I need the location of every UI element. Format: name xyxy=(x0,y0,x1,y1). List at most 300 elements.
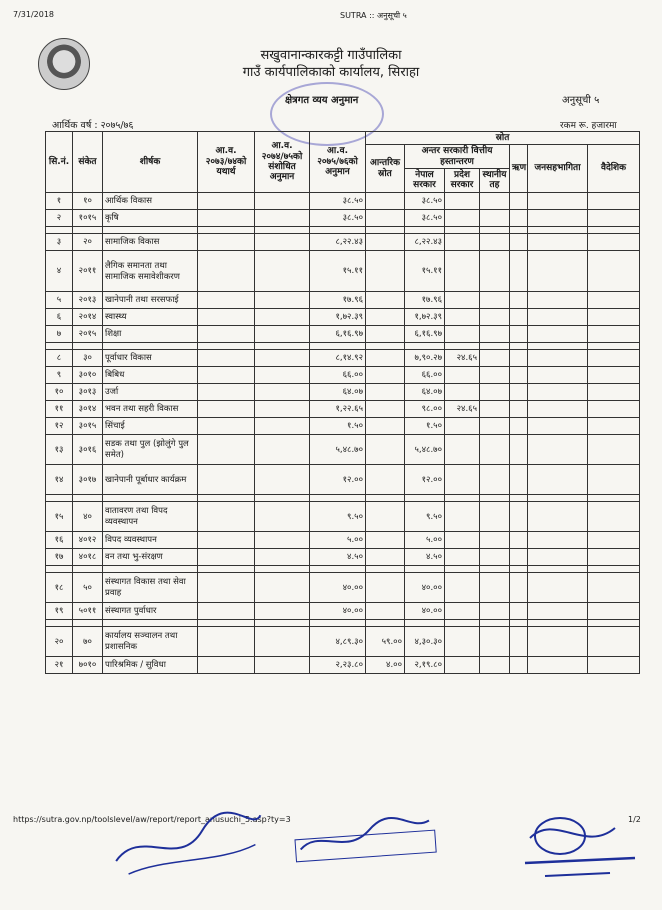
cell-local xyxy=(480,548,510,565)
cell-loan xyxy=(510,325,528,342)
print-site-title: SUTRA :: अनुसूची ५ xyxy=(340,11,407,20)
cell-local xyxy=(480,572,510,602)
cell-foreign xyxy=(588,572,640,602)
spacer-cell xyxy=(480,565,510,572)
footer-url[interactable]: https://sutra.gov.np/toolslevel/aw/report/report_anusuchi_5.asp?ty=3 xyxy=(13,815,291,824)
cell-public xyxy=(528,250,588,291)
cell-public xyxy=(528,464,588,494)
cell-title: खानेपानी तथा सरसफाई xyxy=(103,291,198,308)
cell-loan xyxy=(510,572,528,602)
spacer-cell xyxy=(588,619,640,626)
spacer-cell xyxy=(528,619,588,626)
signature-scribble-icon xyxy=(515,808,645,888)
header-revised: आ.व. २०७४/७५को संशोधित अनुमान xyxy=(255,132,310,193)
spacer-cell xyxy=(73,342,103,349)
cell-internal xyxy=(366,366,405,383)
cell-code: २०१३ xyxy=(73,291,103,308)
table-row xyxy=(46,325,640,342)
cell-code: ३०१३ xyxy=(73,383,103,400)
cell-federal: १,७२.३९ xyxy=(405,308,445,325)
cell-title: बिबिध xyxy=(103,366,198,383)
cell-federal: ४०.०० xyxy=(405,572,445,602)
spacer-cell xyxy=(510,565,528,572)
cell-local xyxy=(480,434,510,464)
cell-province xyxy=(445,325,480,342)
cell-foreign xyxy=(588,209,640,226)
spacer-cell xyxy=(310,619,366,626)
cell-title: आर्थिक विकास xyxy=(103,192,198,209)
cell-foreign xyxy=(588,233,640,250)
cell-loan xyxy=(510,192,528,209)
table-row xyxy=(46,383,640,400)
spacer-cell xyxy=(198,619,255,626)
cell-loan xyxy=(510,291,528,308)
spacer-cell xyxy=(103,494,198,501)
table-row xyxy=(46,192,640,209)
cell-actual xyxy=(198,383,255,400)
header-source: स्रोत xyxy=(366,132,640,145)
cell-province xyxy=(445,531,480,548)
cell-revised xyxy=(255,417,310,434)
cell-code: ३०१० xyxy=(73,366,103,383)
cell-code: २०१५ xyxy=(73,325,103,342)
cell-loan xyxy=(510,349,528,366)
cell-title: संस्थागत पुर्वाधार xyxy=(103,602,198,619)
cell-public xyxy=(528,400,588,417)
cell-title: शिक्षा xyxy=(103,325,198,342)
spacer-cell xyxy=(445,342,480,349)
cell-local xyxy=(480,626,510,656)
cell-estimate: ४,८९.३० xyxy=(310,626,366,656)
cell-province xyxy=(445,250,480,291)
cell-foreign xyxy=(588,656,640,673)
cell-revised xyxy=(255,434,310,464)
cell-title: उर्जा xyxy=(103,383,198,400)
cell-loan xyxy=(510,548,528,565)
spacer-cell xyxy=(405,565,445,572)
cell-estimate: ६६.०० xyxy=(310,366,366,383)
cell-actual xyxy=(198,434,255,464)
cell-code: ४०१२ xyxy=(73,531,103,548)
cell-loan xyxy=(510,656,528,673)
cell-federal: ८,२२.४३ xyxy=(405,233,445,250)
cell-federal: ६,१६.९७ xyxy=(405,325,445,342)
cell-sn: ४ xyxy=(46,250,73,291)
cell-actual xyxy=(198,572,255,602)
spacer-cell xyxy=(510,342,528,349)
cell-revised xyxy=(255,366,310,383)
table-row xyxy=(46,349,640,366)
cell-internal xyxy=(366,548,405,565)
print-date: 7/31/2018 xyxy=(13,10,55,19)
spacer-cell xyxy=(73,565,103,572)
cell-estimate: १,७२.३९ xyxy=(310,308,366,325)
cell-revised xyxy=(255,400,310,417)
cell-internal: ४.०० xyxy=(366,656,405,673)
cell-loan xyxy=(510,233,528,250)
cell-estimate: १.५० xyxy=(310,417,366,434)
table-row xyxy=(46,366,640,383)
cell-estimate: २,२३.८० xyxy=(310,656,366,673)
cell-federal: ६६.०० xyxy=(405,366,445,383)
spacer-row xyxy=(46,342,640,349)
cell-local xyxy=(480,366,510,383)
cell-estimate: ४०.०० xyxy=(310,602,366,619)
cell-public xyxy=(528,434,588,464)
spacer-cell xyxy=(46,619,73,626)
cell-code: ७०१० xyxy=(73,656,103,673)
cell-estimate: ५,४८.७० xyxy=(310,434,366,464)
cell-actual xyxy=(198,349,255,366)
cell-province xyxy=(445,383,480,400)
cell-code: २० xyxy=(73,233,103,250)
cell-sn: ७ xyxy=(46,325,73,342)
cell-public xyxy=(528,366,588,383)
table-row xyxy=(46,233,640,250)
cell-internal xyxy=(366,531,405,548)
spacer-row xyxy=(46,226,640,233)
cell-province xyxy=(445,572,480,602)
cell-internal xyxy=(366,602,405,619)
spacer-cell xyxy=(198,494,255,501)
spacer-cell xyxy=(366,619,405,626)
cell-title: सिंचाई xyxy=(103,417,198,434)
chairman-stamp-signature xyxy=(515,808,645,888)
spacer-cell xyxy=(510,619,528,626)
cell-loan xyxy=(510,531,528,548)
cell-revised xyxy=(255,308,310,325)
cell-foreign xyxy=(588,192,640,209)
cell-title: वन तथा भु-संरक्षण xyxy=(103,548,198,565)
cell-public xyxy=(528,349,588,366)
cell-code: ३०१६ xyxy=(73,434,103,464)
cell-internal xyxy=(366,291,405,308)
signature-scribble-icon xyxy=(99,794,280,902)
spacer-cell xyxy=(46,565,73,572)
cell-internal xyxy=(366,417,405,434)
cell-internal xyxy=(366,572,405,602)
cell-code: २०१४ xyxy=(73,308,103,325)
cell-title: कार्यालय सञ्चालन तथा प्रशासनिक xyxy=(103,626,198,656)
table-row xyxy=(46,308,640,325)
table-row xyxy=(46,602,640,619)
cell-actual xyxy=(198,209,255,226)
cell-loan xyxy=(510,501,528,531)
spacer-cell xyxy=(255,619,310,626)
cell-sn: २१ xyxy=(46,656,73,673)
cell-sn: ५ xyxy=(46,291,73,308)
cell-revised xyxy=(255,572,310,602)
cell-code: १० xyxy=(73,192,103,209)
header-loan: ऋण xyxy=(510,145,528,192)
cell-internal xyxy=(366,383,405,400)
cell-sn: १७ xyxy=(46,548,73,565)
cell-local xyxy=(480,308,510,325)
cell-local xyxy=(480,250,510,291)
spacer-cell xyxy=(46,226,73,233)
cell-public xyxy=(528,417,588,434)
spacer-cell xyxy=(310,226,366,233)
cell-actual xyxy=(198,464,255,494)
spacer-cell xyxy=(445,565,480,572)
cell-public xyxy=(528,602,588,619)
spacer-cell xyxy=(588,494,640,501)
cell-province xyxy=(445,192,480,209)
spacer-cell xyxy=(405,342,445,349)
cell-sn: १२ xyxy=(46,417,73,434)
cell-local xyxy=(480,383,510,400)
cell-internal: ५९.०० xyxy=(366,626,405,656)
cell-foreign xyxy=(588,434,640,464)
cell-estimate: ८,२२.४३ xyxy=(310,233,366,250)
expenditure-table xyxy=(45,131,640,674)
cell-federal: ५,४८.७० xyxy=(405,434,445,464)
cell-province: २४.६५ xyxy=(445,400,480,417)
cell-foreign xyxy=(588,325,640,342)
cell-federal: ९८.०० xyxy=(405,400,445,417)
spacer-cell xyxy=(310,494,366,501)
spacer-cell xyxy=(588,565,640,572)
cell-actual xyxy=(198,308,255,325)
table-row xyxy=(46,400,640,417)
spacer-cell xyxy=(255,494,310,501)
cell-loan xyxy=(510,417,528,434)
cell-estimate: १,२२.६५ xyxy=(310,400,366,417)
cell-code: २०११ xyxy=(73,250,103,291)
cell-local xyxy=(480,656,510,673)
header-foreign: वैदेशिक xyxy=(588,145,640,192)
cell-actual xyxy=(198,602,255,619)
cell-title: संस्थागत विकास तथा सेवा प्रवाह xyxy=(103,572,198,602)
cell-actual xyxy=(198,501,255,531)
cell-loan xyxy=(510,383,528,400)
spacer-row xyxy=(46,565,640,572)
cell-estimate: ५.०० xyxy=(310,531,366,548)
spacer-cell xyxy=(528,342,588,349)
cell-foreign xyxy=(588,548,640,565)
header-local: स्थानीय तह xyxy=(480,169,510,193)
cell-public xyxy=(528,291,588,308)
cell-public xyxy=(528,572,588,602)
cell-loan xyxy=(510,400,528,417)
spacer-cell xyxy=(510,494,528,501)
office-name: गाउँ कार्यपालिकाको कार्यालय, सिराहा xyxy=(242,65,420,80)
spacer-cell xyxy=(588,226,640,233)
cell-sn: ३ xyxy=(46,233,73,250)
cell-province xyxy=(445,291,480,308)
cell-public xyxy=(528,531,588,548)
cell-internal xyxy=(366,501,405,531)
cell-local xyxy=(480,602,510,619)
cell-local xyxy=(480,325,510,342)
spacer-cell xyxy=(198,342,255,349)
spacer-cell xyxy=(103,342,198,349)
spacer-cell xyxy=(198,226,255,233)
signature-scribble-icon xyxy=(288,805,441,870)
cell-code: ७० xyxy=(73,626,103,656)
cell-code: ३०१५ xyxy=(73,417,103,434)
spacer-cell xyxy=(198,565,255,572)
cell-province xyxy=(445,626,480,656)
spacer-cell xyxy=(366,565,405,572)
cell-foreign xyxy=(588,349,640,366)
cell-title: लैगिक समानता तथा सामाजिक समावेशीकरण xyxy=(103,250,198,291)
cell-internal xyxy=(366,400,405,417)
cell-title: खानेपानी पूर्बाधार कार्यक्रम xyxy=(103,464,198,494)
cell-actual xyxy=(198,548,255,565)
cell-sn: ९ xyxy=(46,366,73,383)
accountant-stamp-signature xyxy=(99,794,280,902)
header-sn: सि.नं. xyxy=(46,132,73,193)
cell-internal xyxy=(366,308,405,325)
cell-federal: २,१९.८० xyxy=(405,656,445,673)
cell-estimate: १२.०० xyxy=(310,464,366,494)
spacer-cell xyxy=(366,226,405,233)
spacer-cell xyxy=(445,226,480,233)
cell-title: पूर्वाधार विकास xyxy=(103,349,198,366)
cell-loan xyxy=(510,209,528,226)
cell-federal: ५.०० xyxy=(405,531,445,548)
footer-page: 1/2 xyxy=(628,815,641,824)
cell-actual xyxy=(198,366,255,383)
cell-foreign xyxy=(588,308,640,325)
cell-federal: ७,९०.२७ xyxy=(405,349,445,366)
cell-sn: १६ xyxy=(46,531,73,548)
cell-sn: १८ xyxy=(46,572,73,602)
cell-sn: १५ xyxy=(46,501,73,531)
cell-revised xyxy=(255,291,310,308)
table-row xyxy=(46,434,640,464)
spacer-row xyxy=(46,619,640,626)
table-row xyxy=(46,572,640,602)
cell-code: ४० xyxy=(73,501,103,531)
cell-estimate: ६४.०७ xyxy=(310,383,366,400)
cell-loan xyxy=(510,602,528,619)
spacer-cell xyxy=(255,565,310,572)
spacer-cell xyxy=(46,494,73,501)
cell-public xyxy=(528,626,588,656)
cell-sn: १९ xyxy=(46,602,73,619)
spacer-cell xyxy=(480,226,510,233)
cell-foreign xyxy=(588,602,640,619)
spacer-cell xyxy=(73,226,103,233)
spacer-cell xyxy=(510,226,528,233)
spacer-cell xyxy=(405,226,445,233)
cell-loan xyxy=(510,308,528,325)
cell-title: सामाजिक विकास xyxy=(103,233,198,250)
cell-local xyxy=(480,464,510,494)
cell-revised xyxy=(255,464,310,494)
spacer-cell xyxy=(405,494,445,501)
cell-province xyxy=(445,233,480,250)
cell-estimate: ६,१६.९७ xyxy=(310,325,366,342)
table-row xyxy=(46,548,640,565)
cell-actual xyxy=(198,325,255,342)
cell-revised xyxy=(255,325,310,342)
cell-title: भवन तथा सहरी विकास xyxy=(103,400,198,417)
cell-revised xyxy=(255,349,310,366)
cell-loan xyxy=(510,464,528,494)
cell-public xyxy=(528,192,588,209)
cell-federal: ४०.०० xyxy=(405,602,445,619)
cell-sn: २ xyxy=(46,209,73,226)
cell-sn: २० xyxy=(46,626,73,656)
cell-local xyxy=(480,417,510,434)
cell-public xyxy=(528,308,588,325)
cell-title: पारिश्रमिक / सुविधा xyxy=(103,656,198,673)
cell-public xyxy=(528,233,588,250)
spacer-cell xyxy=(445,619,480,626)
cell-loan xyxy=(510,366,528,383)
spacer-cell xyxy=(310,565,366,572)
cell-internal xyxy=(366,434,405,464)
cell-actual xyxy=(198,291,255,308)
header-estimate: आ.व. २०७५/७६को अनुमान xyxy=(310,132,366,193)
cell-internal xyxy=(366,209,405,226)
cell-revised xyxy=(255,548,310,565)
cell-internal xyxy=(366,233,405,250)
table-row xyxy=(46,531,640,548)
cell-foreign xyxy=(588,366,640,383)
cell-estimate: ३८.५० xyxy=(310,209,366,226)
spacer-cell xyxy=(255,342,310,349)
amount-unit: रकम रू. हजारमा xyxy=(560,121,617,131)
cell-actual xyxy=(198,417,255,434)
cell-revised xyxy=(255,250,310,291)
cell-public xyxy=(528,325,588,342)
spacer-cell xyxy=(103,619,198,626)
cell-title: विपद व्यवस्थापन xyxy=(103,531,198,548)
cell-local xyxy=(480,291,510,308)
table-row xyxy=(46,501,640,531)
cell-code: ३०१४ xyxy=(73,400,103,417)
cell-province: २४.६५ xyxy=(445,349,480,366)
cell-federal: ४,३०.३० xyxy=(405,626,445,656)
cell-foreign xyxy=(588,626,640,656)
cell-revised xyxy=(255,192,310,209)
cell-revised xyxy=(255,233,310,250)
cell-local xyxy=(480,501,510,531)
cell-code: ५० xyxy=(73,572,103,602)
cell-foreign xyxy=(588,464,640,494)
cell-internal xyxy=(366,192,405,209)
cell-province xyxy=(445,366,480,383)
cell-revised xyxy=(255,501,310,531)
cell-revised xyxy=(255,383,310,400)
cell-public xyxy=(528,501,588,531)
spacer-cell xyxy=(366,342,405,349)
municipality-name: सखुवानान्कारकट्टी गाउँपालिका xyxy=(260,48,402,63)
fiscal-year: आर्थिक वर्ष : २०७५/७६ xyxy=(52,120,134,131)
cell-actual xyxy=(198,626,255,656)
cell-local xyxy=(480,192,510,209)
cell-federal: १५.११ xyxy=(405,250,445,291)
spacer-cell xyxy=(46,342,73,349)
header-public: जनसहभागिता xyxy=(528,145,588,192)
spacer-cell xyxy=(405,619,445,626)
cell-foreign xyxy=(588,417,640,434)
cell-estimate: ९.५० xyxy=(310,501,366,531)
cell-sn: १० xyxy=(46,383,73,400)
cell-code: ३०१७ xyxy=(73,464,103,494)
table-row xyxy=(46,250,640,291)
cell-sn: १ xyxy=(46,192,73,209)
cell-province xyxy=(445,209,480,226)
cell-sn: ६ xyxy=(46,308,73,325)
cell-local xyxy=(480,531,510,548)
cell-code: ५०११ xyxy=(73,602,103,619)
spacer-cell xyxy=(73,619,103,626)
